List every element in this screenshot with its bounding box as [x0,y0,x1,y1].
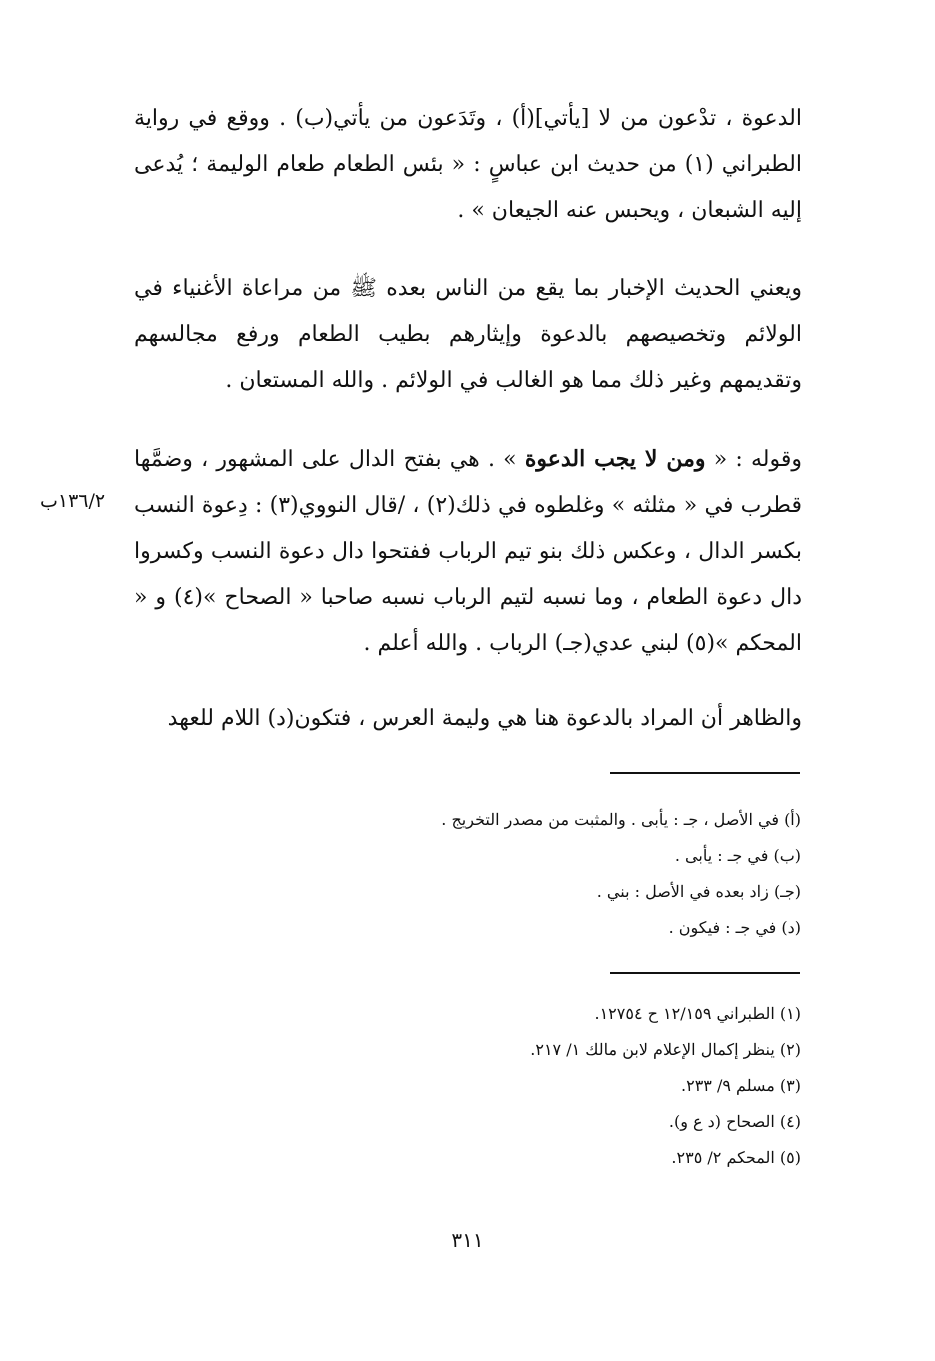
footnote-item: (٥) المحكم ٢/ ٢٣٥. [671,1148,801,1167]
paragraph-1-text: الدعوة ، تدْعون من لا [يأتي](أ) ، وتَدَعون من يأتي(ب) . ووقع في رواية الطبراني (١) من حديث ابن عباسٍ : « بئس الطعام طعام الوليمة ؛ يُدعى إليه الشبعان ، ويحبس عنه الجيعان » . [134,106,802,223]
variant-footnotes [133,802,801,946]
paragraph-2-text: ويعني الحديث الإخبار بما يقع من الناس بعده ﷺ من مراعاة الأغنياء في الولائم وتخصيصهم بالدعوة وإيثارهم بطيب الطعام ورفع مجالسهم وتقديمهم وغير ذلك مما هو الغالب في الولائم . والله المستعان . [134,276,802,393]
footnote-item: (٣) مسلم ٩/ ٢٣٣. [681,1076,801,1095]
footnote-divider-2 [610,972,800,974]
paragraph-3-rest: » . هي بفتح الدال على المشهور ، وضمَّها قطرب في « مثلثه » وغلطوه في ذلك(٢) ، /قال النووي(٣) : دِعوة النسب بكسر الدال ، وعكس ذلك بنو تيم الرباب ففتحوا دال دعوة النسب وكسروا دال دعوة الطعام ، وما نسبه لتيم الرباب نسبه صاحبا « الصحاح »(٤) و « المحكم »(٥) لبني عدي(جـ) الرباب . والله أعلم . [134,447,802,656]
footnote-item: (ب) في جـ : يأبى . [674,846,801,865]
quoted-hadith-phrase: ومن لا يجب الدعوة [524,446,706,472]
footnote-item: (٢) ينظر إكمال الإعلام لابن مالك ١/ ٢١٧. [530,1040,801,1059]
footnote-item: (١) الطبراني ١٢/١٥٩ ح ١٢٧٥٤. [594,1004,801,1023]
page-number: ٣١١ [451,1228,484,1252]
footnote-item: (جـ) زاد بعده في الأصل : بني . [596,882,801,901]
paragraph-3 [134,436,802,667]
paragraph-4 [134,696,802,742]
paragraph-1 [134,96,802,234]
paragraph-4-text: والظاهر أن المراد بالدعوة هنا هي وليمة العرس ، فتكون(د) اللام للعهد [167,706,802,731]
paragraph-3-text [134,436,802,667]
manuscript-folio-marker: ١٣٦/٢ب [40,490,106,512]
paragraph-2 [134,266,802,404]
footnote-item: (٤) الصحاح (د ع و). [668,1112,801,1131]
reference-footnotes [133,996,801,1176]
footnote-divider-1 [610,772,800,774]
footnote-item: (د) في جـ : فيكون . [668,918,801,937]
paragraph-3-lead: وقوله : « [713,447,802,472]
footnote-item: (أ) في الأصل ، جـ : يأبى . والمثبت من مصدر التخريج . [441,810,801,829]
